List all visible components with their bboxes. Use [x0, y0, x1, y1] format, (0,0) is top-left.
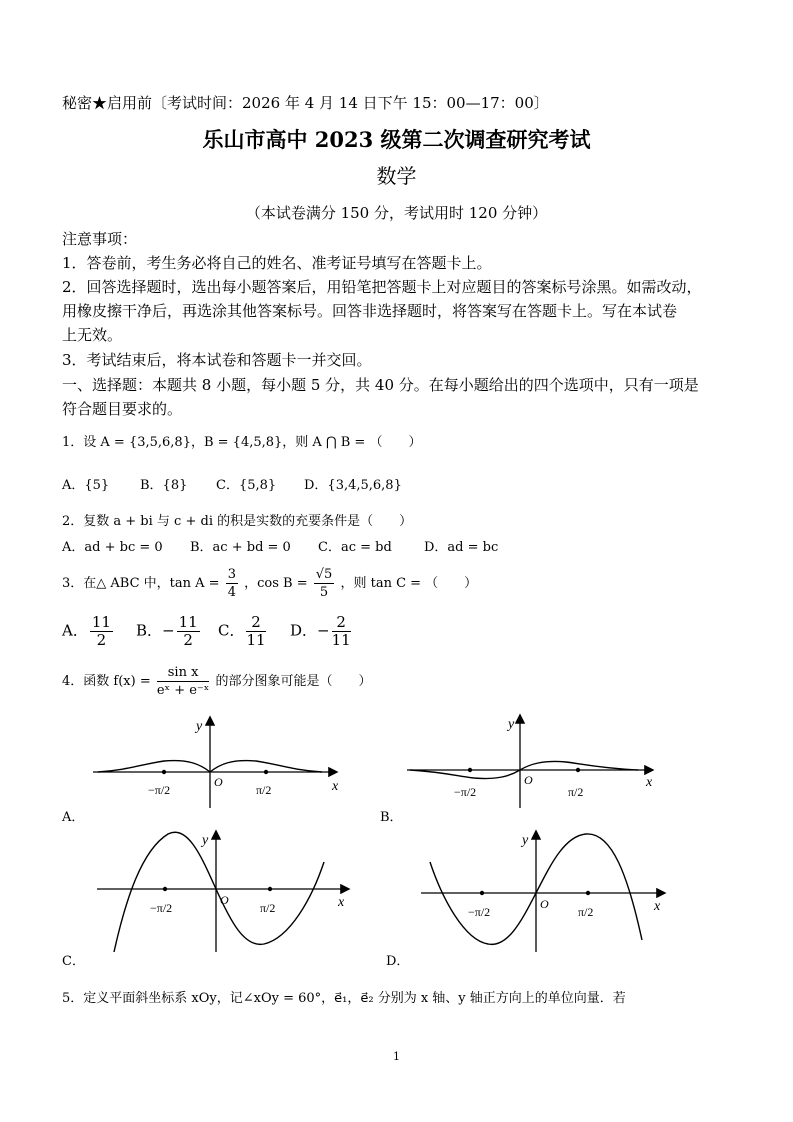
graph-a-neg-label: −π/2 — [148, 783, 171, 797]
graph-d — [416, 828, 676, 954]
graph-a-y-label: y — [196, 719, 203, 734]
q4-function-fraction — [157, 664, 209, 699]
graph-d-pos-tick — [586, 891, 590, 895]
q3-mid: ，cos B = — [244, 576, 308, 591]
q2-option-c: C．ac = bd — [318, 540, 392, 555]
q2-option-a: A．ad + bc = 0 — [62, 540, 163, 555]
q3-cosB-den: 5 — [319, 585, 329, 600]
exam-title: 乐山市高中 2023 级第二次调查研究考试 — [202, 127, 591, 152]
q1-option-c: C．{5,8} — [216, 478, 277, 493]
notice-heading: 注意事项： — [62, 230, 138, 248]
graph-c-origin: O — [220, 893, 229, 907]
graph-b-y-label: y — [508, 717, 515, 732]
q1-option-b: B．{8} — [140, 478, 188, 493]
graph-b-neg-label: −π/2 — [454, 785, 477, 799]
graph-c-curve — [114, 832, 324, 952]
q3-cosB-num: √5 — [315, 567, 333, 582]
notice-item-2-line-3: 上无效。 — [62, 326, 123, 344]
page-number: 1 — [393, 1050, 400, 1063]
graph-a-pos-tick — [264, 770, 268, 774]
graph-d-origin: O — [540, 897, 549, 911]
subject-title: 数学 — [376, 164, 417, 188]
q3-stem — [62, 566, 477, 601]
graph-c — [92, 828, 362, 954]
q2-option-b: B．ac + bd = 0 — [190, 540, 291, 555]
graph-b-x-label: x — [646, 775, 653, 790]
graph-c-pos-tick — [268, 887, 272, 891]
graph-d-x-label: x — [654, 899, 661, 914]
q1-stem: 1．设 A = {3,5,6,8}，B = {4,5,8}，则 A ⋂ B = （ ） — [62, 435, 422, 450]
graph-c-y-label: y — [202, 833, 209, 848]
q4-suffix: 的部分图象可能是（ ） — [215, 674, 372, 689]
q3-cosB-fraction — [314, 566, 335, 601]
graph-d-neg-label: −π/2 — [468, 905, 491, 919]
notice-item-2-line-1: 2．回答选择题时，选出每小题答案后，用铅笔把答题卡上对应题目的答案标号涂黑。如需改动， — [62, 278, 702, 296]
graph-b-origin: O — [524, 773, 533, 787]
notice-item-3: 3．考试结束后，将本试卷和答题卡一并交回。 — [62, 351, 372, 369]
q2-stem: 2．复数 a + bi 与 c + di 的积是实数的充要条件是（ ） — [62, 514, 413, 529]
graph-b-pos-tick — [576, 768, 580, 772]
graph-a-neg-tick — [162, 770, 166, 774]
q3-tanA-den: 4 — [227, 585, 236, 600]
q3-tanA-num: 3 — [227, 567, 236, 582]
exam-duration-note: （本试卷满分 150 分，考试用时 120 分钟） — [245, 204, 548, 222]
q3-option-a: A． $\frac{11}{2}$ — [62, 613, 111, 649]
confidential-line: 秘密★启用前〔考试时间：2026 年 4 月 14 日下午 15：00—17：00〕 — [62, 94, 549, 112]
graph-a-pos-label: π/2 — [256, 783, 272, 797]
graph-b-neg-tick — [468, 768, 472, 772]
graph-a — [88, 712, 358, 812]
graph-c-label: C． — [62, 954, 85, 969]
q3-suffix: ，则 tan C = （ ） — [340, 576, 478, 591]
q5-stem: 5．定义平面斜坐标系 xOy，记∠xOy = 60°，e⃗₁，e⃗₂ 分别为 x 轴、y 轴正方向上的单位向量．若 — [62, 991, 626, 1006]
graph-c-pos-label: π/2 — [260, 901, 276, 915]
q3-option-d: D．− $\frac{2}{11}$ — [290, 613, 351, 649]
graph-d-pos-label: π/2 — [578, 905, 594, 919]
graph-d-label: D． — [386, 954, 410, 969]
graph-a-x-label: x — [332, 779, 339, 794]
graph-b-label: B． — [380, 810, 403, 825]
notice-item-2-line-2: 用橡皮擦干净后，再选涂其他答案标号。回答非选择题时，将答案写在答题卡上。写在本试卷 — [62, 302, 678, 320]
graph-d-y-label: y — [522, 833, 529, 848]
q2-option-d: D．ad = bc — [424, 540, 499, 555]
q4-stem — [62, 664, 371, 699]
graph-b-pos-label: π/2 — [568, 785, 584, 799]
section-1-heading-line-1: 一、选择题：本题共 8 小题，每小题 5 分，共 40 分。在每小题给出的四个选项中，只有一项是 — [62, 376, 699, 394]
q3-tanA-fraction — [226, 566, 238, 601]
q3-option-c: C． $\frac{2}{11}$ — [218, 613, 266, 649]
section-1-heading-line-2: 符合题目要求的。 — [62, 400, 183, 418]
graph-c-neg-tick — [163, 887, 167, 891]
q3-prefix: 3．在△ ABC 中，tan A = — [62, 576, 220, 591]
q4-num: sin x — [157, 664, 209, 682]
q4-prefix: 4．函数 f(x) = — [62, 674, 151, 689]
q1-option-a: A．{5} — [62, 478, 110, 493]
q3-option-b: B．− $\frac{11}{2}$ — [136, 613, 198, 649]
graph-c-neg-label: −π/2 — [150, 901, 173, 915]
q1-option-d: D．{3,4,5,6,8} — [304, 478, 402, 493]
graph-a-label: A． — [62, 810, 85, 825]
graph-d-neg-tick — [480, 891, 484, 895]
notice-item-1: 1．答卷前，考生务必将自己的姓名、准考证号填写在答题卡上。 — [62, 254, 492, 272]
graph-c-x-label: x — [338, 895, 345, 910]
graph-b — [402, 712, 672, 812]
q4-den: eˣ + e⁻ˣ — [156, 683, 210, 698]
graph-a-origin: O — [214, 775, 223, 789]
